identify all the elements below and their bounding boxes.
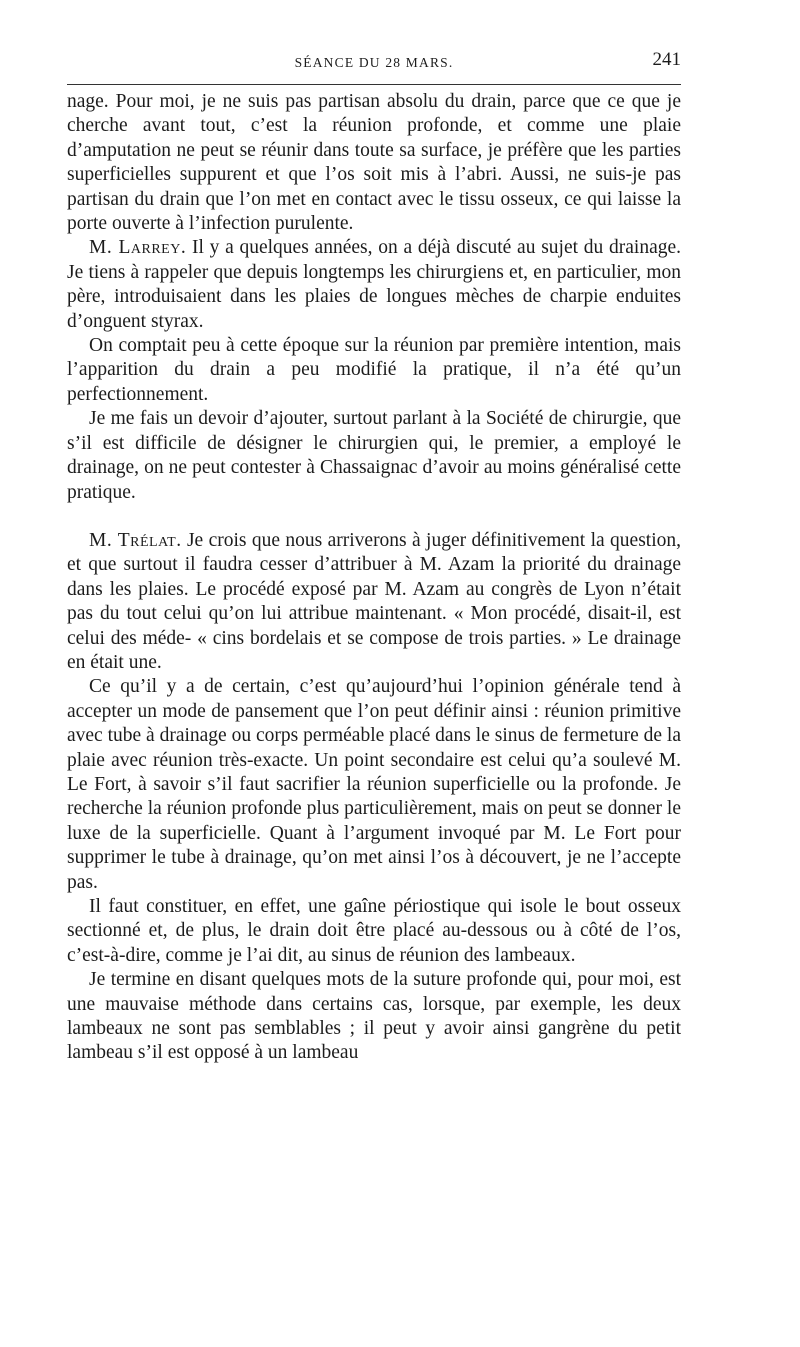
paragraph-larrey — [67, 236, 681, 334]
paragraph — [67, 334, 681, 407]
paragraph-text: Il faut constituer, en effet, une gaîne périostique qui isole le bout osseux sectionné et, de plus, le drain doit être placé au-dessous ou à côté de l’os, c’est-à-dire, comme je l’ai dit, au sinus de réunion des lambeaux. — [67, 896, 681, 966]
paragraph — [67, 968, 681, 1066]
book-page — [67, 0, 681, 1066]
paragraph-text: On comptait peu à cette époque sur la réunion par première intention, mais l’apparition du drain a peu modifié la pratique, il n’a été qu’un perfectionnement. — [67, 335, 681, 405]
paragraph-text: Je me fais un devoir d’ajouter, surtout parlant à la Société de chirurgie, que s’il est difficile de désigner le chirurgien qui, le premier, a employé le drainage, on ne peut contester à Chassaignac d’avoir au moins généralisé cette pratique. — [67, 408, 681, 503]
paragraph-text: Je termine en disant quelques mots de la suture profonde qui, pour moi, est une mauvaise méthode dans certains cas, lorsque, par exemple, les deux lambeaux ne sont pas semblables ; il peut y avoir ainsi gangrène du petit lambeau s’il est opposé à un lambeau — [67, 969, 681, 1064]
paragraph — [67, 407, 681, 505]
paragraph-text: Il y a quelques années, on a déjà discuté au sujet du drainage. Je tiens à rappeler que depuis longtemps les chirurgiens et, en particulier, mon père, introduisaient dans les plaies de longues mèches de charpie enduites d’onguent styrax. — [67, 237, 682, 332]
running-title: SÉANCE DU 28 MARS. — [294, 55, 454, 70]
speaker-name: M. Trélat. — [89, 529, 182, 551]
page-number: 241 — [652, 49, 681, 70]
paragraph-continuation — [67, 90, 681, 236]
paragraph — [67, 675, 681, 895]
speaker-name: M. Larrey. — [89, 237, 187, 259]
paragraph-text: Je crois que nous arriverons à juger définitivement la question, et que surtout il faudra cesser d’attribuer à M. Azam la priorité du drainage dans les plaies. Le procédé exposé par M. Azam au congrès de Lyon n’était pas du tout celui qu’on lui attribue maintenant. « Mon procédé, disait-il, est celui des méde- « cins bordelais et se compose de trois parties. » Le drainage en était une. — [67, 529, 681, 673]
header-rule — [67, 84, 681, 85]
running-header — [67, 0, 681, 90]
paragraph-trelat — [67, 529, 681, 675]
paragraph-text: Ce qu’il y a de certain, c’est qu’aujourd’hui l’opinion générale tend à accepter un mode de pansement que l’on peut définir ainsi : réunion primitive avec tube à drainage ou corps perméable placé dans le sinus de fermeture de la plaie avec réunion très-exacte. Un point secondaire est celui qu’a soulevé M. Le Fort, à savoir s’il faut sacrifier la réunion superficielle ou la profonde. Je recherche la réunion profonde plus particulièrement, mais on peut se donner le luxe de la superficielle. Quant à l’argument invoqué par M. Le Fort pour supprimer le tube à drainage, qu’on met ainsi l’os à découvert, je ne l’accepte pas. — [67, 676, 681, 893]
page-body — [67, 90, 681, 1066]
paragraph — [67, 895, 681, 968]
paragraph-text: nage. Pour moi, je ne suis pas partisan absolu du drain, parce que ce que je cherche avant tout, c’est la réunion profonde, et comme une plaie d’amputation ne peut se réunir dans toute sa surface, je préfère que les parties superficielles suppurent et que l’os soit mis à l’abri. Aussi, ne suis-je pas partisan du drain que l’on met en contact avec le tissu osseux, ce qui laisse la porte ouverte à l’infection purulente. — [67, 91, 681, 235]
